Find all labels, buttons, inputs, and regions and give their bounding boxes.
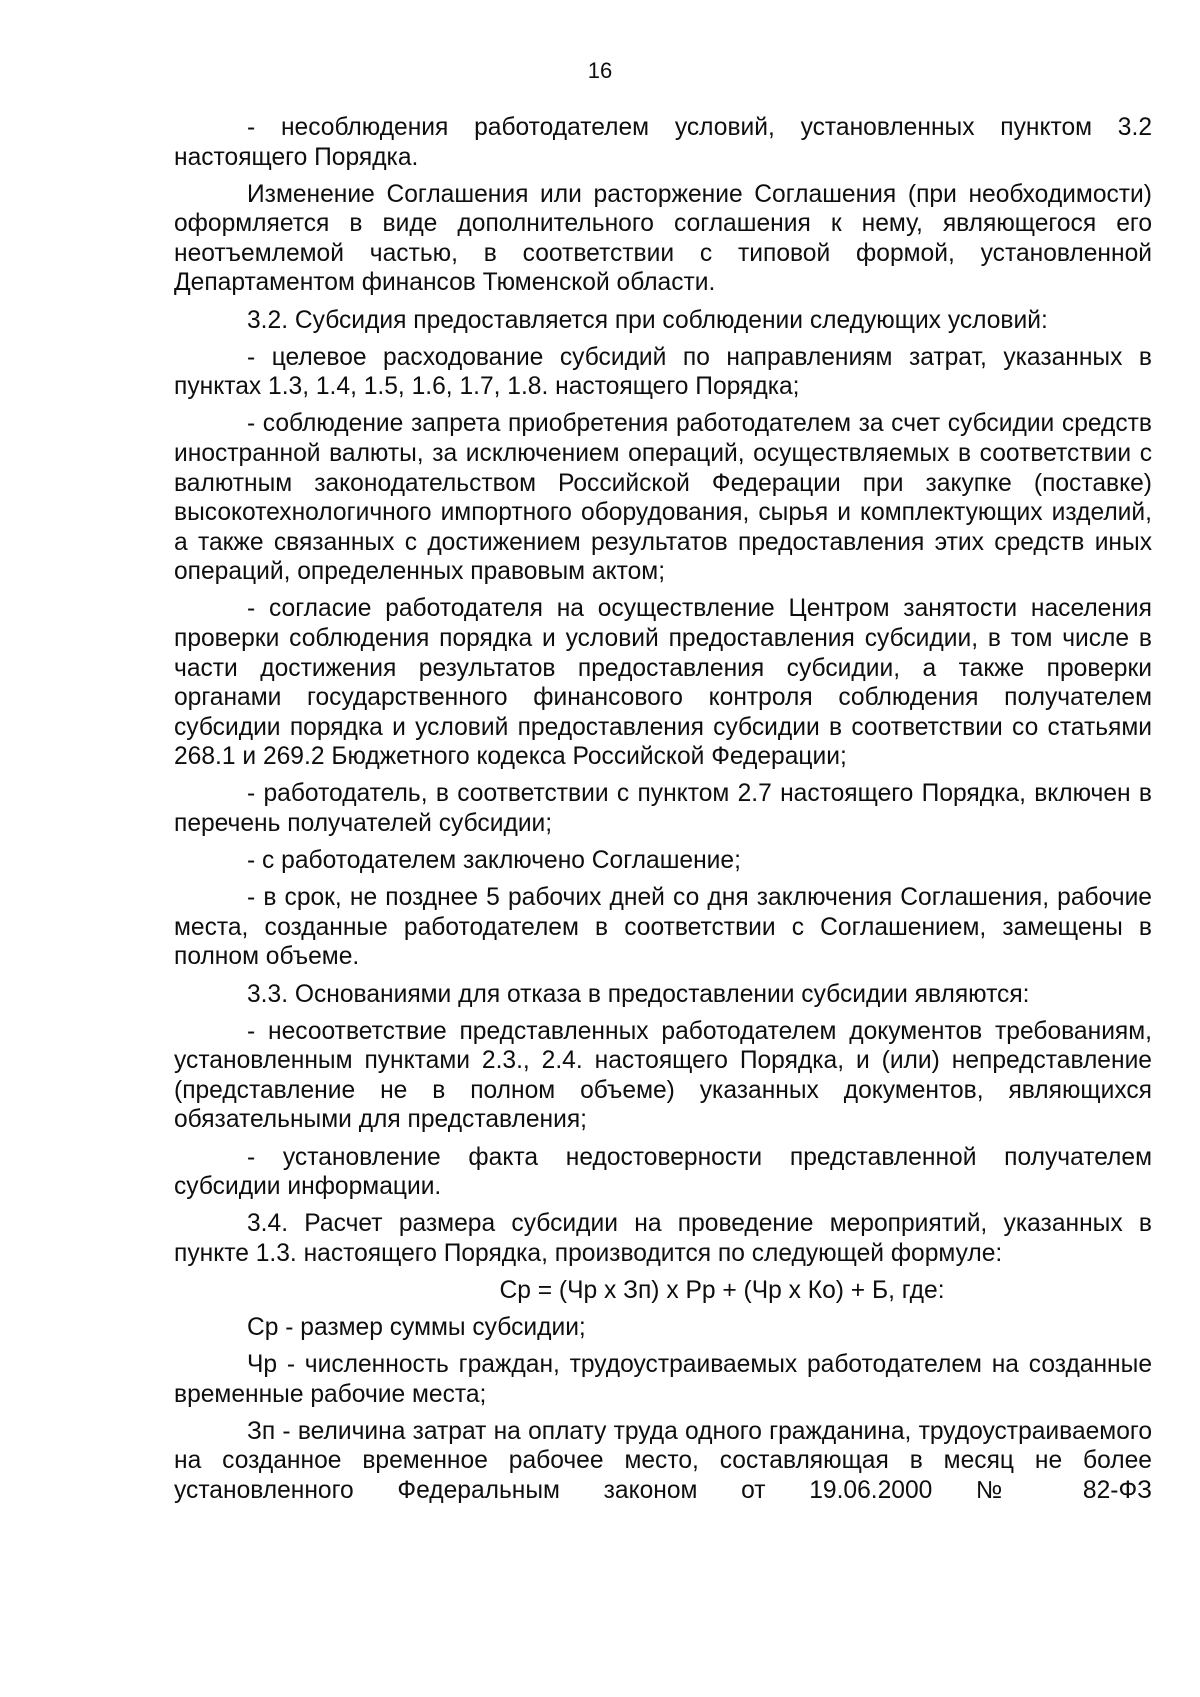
paragraph: - несоответствие представленных работодателем документов требованиям, установленным пунктами 2.3., 2.4. настоящего Порядка, и (или) непредставление (представление не в полном объеме) указанных документов, являющихся обязательными для представления; <box>174 1017 1152 1134</box>
paragraph: - установление факта недостоверности представленной получателем субсидии информации. <box>174 1143 1152 1201</box>
paragraph: - несоблюдения работодателем условий, установленных пунктом 3.2 настоящего Порядка. <box>174 114 1152 171</box>
paragraph: 3.3. Основаниями для отказа в предоставлении субсидии являются: <box>247 980 1030 1008</box>
page-number: 16 <box>587 58 613 83</box>
formula: Ср = (Чр х Зп) х Рр + (Чр х Ко) + Б, где: <box>499 1276 945 1304</box>
paragraph: - в срок, не позднее 5 рабочих дней со дня заключения Соглашения, рабочие места, созданные работодателем в соответствии с Соглашением, замещены в полном объеме. <box>174 884 1152 971</box>
paragraph: 3.4. Расчет размера субсидии на проведение мероприятий, указанных в пункте 1.3. настоящего Порядка, производится по следующей формуле: <box>174 1210 1152 1267</box>
paragraph: Изменение Соглашения или расторжение Соглашения (при необходимости) оформляется в виде дополнительного соглашения к нему, являющегося его неотъемлемой частью, в соответствии с типовой формой, установленной Департаментом финансов Тюменской области. <box>174 180 1152 297</box>
document-body <box>174 113 1152 1513</box>
paragraph: Ср - размер суммы субсидии; <box>247 1313 586 1341</box>
paragraph: - целевое расходование субсидий по направлениям затрат, указанных в пунктах 1.3, 1.4, 1.5, 1.6, 1.7, 1.8. настоящего Порядка; <box>174 343 1152 401</box>
paragraph: Чр - численность граждан, трудоустраиваемых работодателем на созданные временные рабочие места; <box>174 1351 1152 1408</box>
paragraph: - работодатель, в соответствии с пунктом 2.7 настоящего Порядка, включен в перечень получателей субсидии; <box>174 780 1152 838</box>
paragraph: Зп - величина затрат на оплату труда одного гражданина, трудоустраиваемого на созданное временное рабочее место, составляющая в месяц не более установленного Федеральным законом от 19.06.2000 № 82-ФЗ <box>174 1417 1152 1504</box>
paragraph: - соблюдение запрета приобретения работодателем за счет субсидии средств иностранной валюты, за исключением операций, осуществляемых в соответствии с валютным законодательством Российской Федерации при закупке (поставке) высокотехнологичного импортного оборудования, сырья и комплектующих изделий, а также связанных с достижением результатов предоставления этих средств иных операций, определенных правовым актом; <box>174 410 1152 586</box>
paragraph: - с работодателем заключено Соглашение; <box>247 847 741 875</box>
paragraph: - согласие работодателя на осуществление Центром занятости населения проверки соблюдения порядка и условий предоставления субсидии, в том числе в части достижения результатов предоставления субсидии, а также проверки органами государственного финансового контроля соблюдения получателем субсидии порядка и условий предоставления субсидии в соответствии со статьями 268.1 и 269.2 Бюджетного кодекса Российской Федерации; <box>174 595 1152 771</box>
paragraph: 3.2. Субсидия предоставляется при соблюдении следующих условий: <box>247 306 1048 334</box>
